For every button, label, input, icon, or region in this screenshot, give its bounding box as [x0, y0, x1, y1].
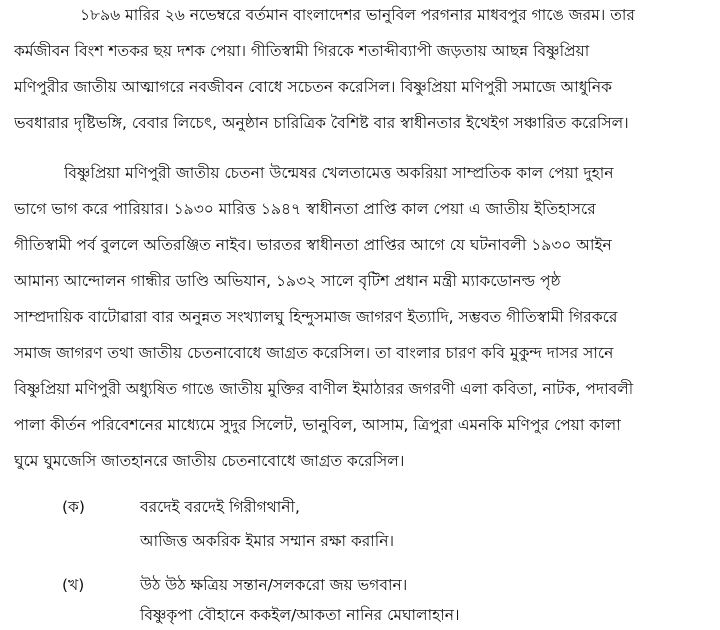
paragraph-line: সমাজ জাগরণ তথা জাতীয় চেতনাবোধে জাগ্রত করেসিল। তা বাংলার চারণ কবি মুকুন্দ দাসর সানে — [14, 344, 614, 362]
paragraph-line: বিষ্ণুপ্রিয়া মণিপুরী অধ্যুষিত গাঙে জাতীয় মুক্তির বাণীল ইমাঠারর জগরণী এলা কবিতা, নাটক, পদাবলী — [14, 380, 634, 398]
paragraph-line: আমান্য আন্দোলন গান্ধীর ডাণ্ডি অভিযান, ১৯৩২ সালে বৃটিশ প্রধান মন্ত্রী ম্যাকডোনল্ড পৃষ্ঠ — [14, 272, 561, 290]
paragraph-line: বিষ্ণুপ্রিয়া মণিপুরী জাতীয় চেতনা উন্মেষর খেলতামেত্ত অকরিয়া সাম্প্রতিক কাল পেয়া দুহান — [64, 164, 614, 182]
paragraph-line: সাম্প্রদায়িক বাটোৱারা বার অনুন্নত সংখ্যালঘু হিন্দুসমাজ জাগরণ ইত্যাদি, সম্ভবত গীতিস্বামী গিরকরে — [14, 308, 618, 326]
verse-label: (ক) — [62, 498, 85, 516]
paragraph-line: গীতিস্বামী পর্ব বুললে অতিরঞ্জিত নাইব। ভারতর স্বাধীনতা প্রাপ্তির আগে যে ঘটনাবলী ১৯৩০ আইন — [14, 236, 612, 254]
paragraph-line: ঘুমে ঘুমজেসি জাতহানরে জাতীয় চেতনাবোধে জাগ্রত করেসিল। — [14, 452, 405, 470]
verse-label: (খ) — [62, 576, 85, 594]
verse-line: বরদেই বরদেই গিরীগথানী, — [140, 498, 300, 516]
verse-line: উঠ উঠ ক্ষত্রিয় সন্তান/সলকরো জয় ভগবান। — [140, 576, 408, 594]
paragraph-line: পালা কীর্তন পরিবেশনের মাধ্যেমে সুদুর সিলেট, ভানুবিল, আসাম, ত্রিপুরা এমনকি মণিপুর পেয়া কালা — [14, 416, 621, 434]
paragraph-line: ভবধারার দৃষ্টিভঙ্গি, বেবার লিচেৎ, অনুষ্ঠান চারিত্রিক বৈশিষ্ট বার স্বাধীনতার ইথেইগ সঞ্চারিত করেসিল। — [14, 114, 629, 132]
paragraph-line: ভাগে ভাগ করে পারিয়ার। ১৯৩০ মারিত্ত ১৯৪৭ স্বাধীনতা প্রাপ্তি কাল পেয়া এ জাতীয় ইতিহাসরে — [14, 200, 596, 218]
verse-line: আজিত্ত অকরিক ইমার সম্মান রক্ষা করানি। — [140, 532, 395, 550]
paragraph-line: কর্মজীবন বিংশ শতকর ছয় দশক পেয়া। গীতিস্বামী গিরকে শতাব্দীব্যাপী জড়তায় আছন্ন বিষ্ণুপ্রিয়া — [14, 42, 590, 60]
paragraph-line: ১৮৯৬ মারির ২৬ নভেম্বরে বর্তমান বাংলাদেশর ভানুবিল পরগনার মাধবপুর গাঙে জরম। তার — [80, 6, 635, 24]
verse-line: বিষ্ণুকৃপা বৌহানে ককইল/আকতা নানির মেঘালাহান। — [140, 606, 460, 624]
paragraph-line: মণিপুরীর জাতীয় আত্মাগরে নবজীবন বোধে সচেতন করেসিল। বিষ্ণুপ্রিয়া মণিপুরী সমাজে আধুনিক — [14, 78, 612, 96]
